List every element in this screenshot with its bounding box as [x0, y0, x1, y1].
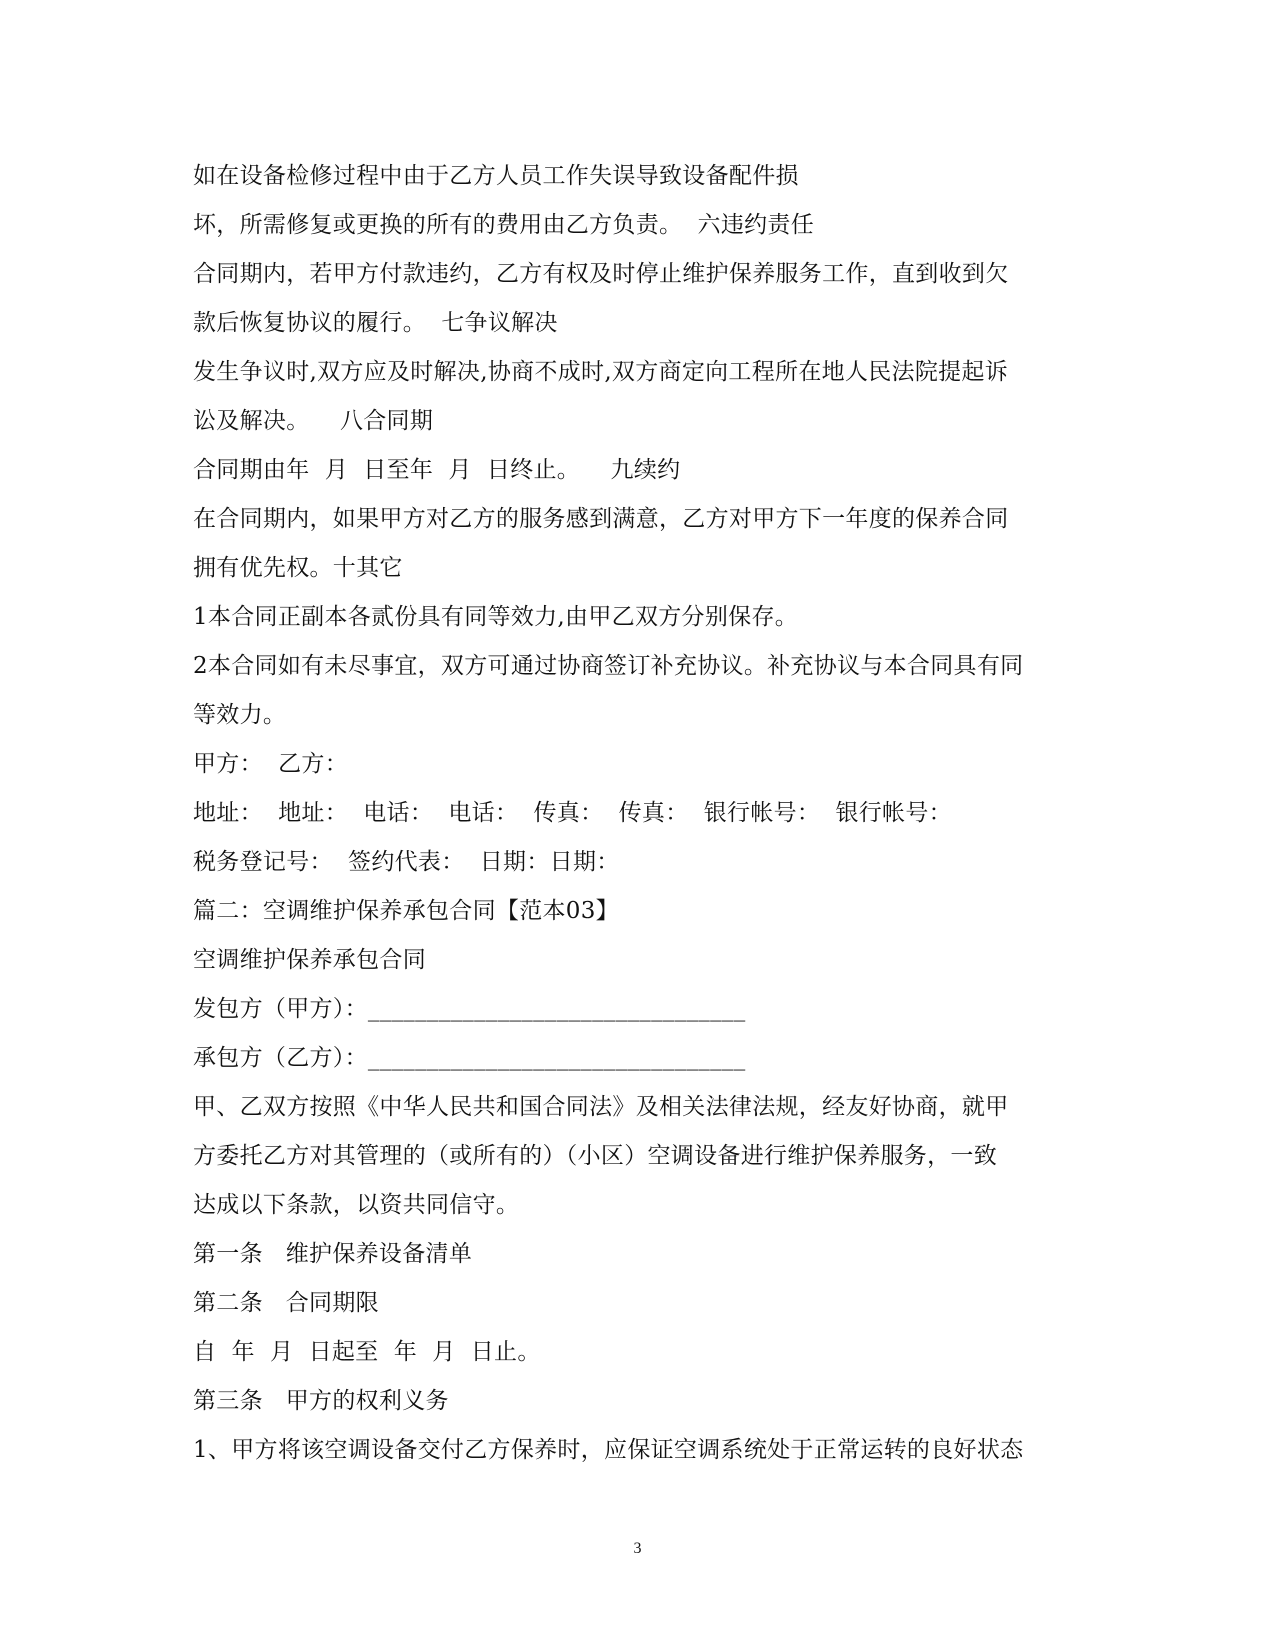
party-b-line: 承包方（乙方）：________________________________: [193, 1045, 746, 1071]
document-body: [193, 152, 1093, 1475]
page-number: 3: [633, 1540, 642, 1557]
contract-title: 空调维护保养承包合同: [193, 947, 426, 973]
text-line: 如在设备检修过程中由于乙方人员工作失误导致设备配件损: [193, 163, 799, 189]
text-line: 自 年 月 日起至 年 月 日止。: [193, 1339, 541, 1365]
text-line: 合同期由年 月 日至年 月 日终止。 九续约: [193, 457, 681, 483]
text-line: 在合同期内，如果甲方对乙方的服务感到满意，乙方对甲方下一年度的保养合同: [193, 506, 1009, 532]
article-heading: 第二条 合同期限: [193, 1290, 379, 1316]
text-line: 1、甲方将该空调设备交付乙方保养时，应保证空调系统处于正常运转的良好状态: [193, 1437, 1024, 1463]
text-line: 拥有优先权。十其它: [193, 555, 403, 581]
text-line: 2本合同如有未尽事宜，双方可通过协商签订补充协议。补充协议与本合同具有同: [193, 653, 1024, 679]
text-line: 1本合同正副本各贰份具有同等效力,由甲乙双方分别保存。: [193, 604, 799, 630]
text-line: 发生争议时,双方应及时解决,协商不成时,双方商定向工程所在地人民法院提起诉: [193, 359, 1009, 385]
text-line: 方委托乙方对其管理的（或所有的）（小区）空调设备进行维护保养服务，一致: [193, 1143, 997, 1169]
article-heading: 第三条 甲方的权利义务: [193, 1388, 449, 1414]
text-line: 地址： 地址： 电话： 电话： 传真： 传真： 银行帐号： 银行帐号：: [193, 800, 952, 826]
text-line: 达成以下条款，以资共同信守。: [193, 1192, 520, 1218]
text-line: 甲、乙双方按照《中华人民共和国合同法》及相关法律法规，经友好协商，就甲: [193, 1094, 1009, 1120]
article-heading: 第一条 维护保养设备清单: [193, 1241, 473, 1267]
text-line: 甲方： 乙方：: [193, 751, 349, 777]
section-heading: 篇二：空调维护保养承包合同【范本03】: [193, 898, 619, 924]
text-line: 讼及解决。 八合同期: [193, 408, 434, 434]
text-line: 等效力。: [193, 702, 287, 728]
text-line: 合同期内，若甲方付款违约，乙方有权及时停止维护保养服务工作，直到收到欠: [193, 261, 1009, 287]
text-line: 税务登记号： 签约代表： 日期：日期：: [193, 849, 620, 875]
text-line: 款后恢复协议的履行。 七争议解决: [193, 310, 558, 336]
text-line: 坏，所需修复或更换的所有的费用由乙方负责。 六违约责任: [193, 212, 815, 238]
party-a-line: 发包方（甲方）：________________________________: [193, 996, 746, 1022]
